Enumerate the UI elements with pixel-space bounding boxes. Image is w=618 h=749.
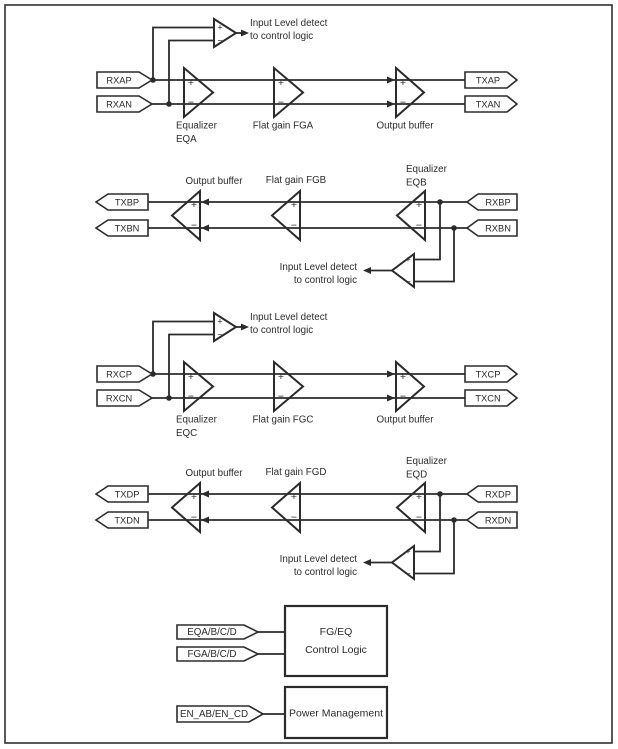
plus-sign: + [217,22,223,33]
detect-caption-line2: to control logic [250,325,314,336]
minus-sign: − [415,511,423,524]
equalizer-code-label: EQA [176,134,197,145]
plus-sign: + [190,491,198,503]
plus-sign: + [399,77,407,89]
plus-sign: + [415,199,423,211]
block-label-line2: Control Logic [305,644,367,656]
minus-sign: − [415,219,423,232]
junction-dot [437,491,443,497]
detect-caption-line1: Input Level detect [250,312,328,323]
output-buffer-label: Output buffer [376,414,434,426]
minus-sign: − [399,96,407,109]
equalizer-code-label: EQB [406,177,427,189]
equalizer-label: Equalizer [176,120,217,132]
output-buffer-label: Output buffer [376,120,434,132]
pin-label: TXAN [475,99,501,110]
pin-label: EN_AB/EN_CD [179,709,249,720]
detect-caption-line2: to control logic [293,567,357,578]
flat-gain-label: Flat gain FGD [265,467,327,478]
junction-dot [451,225,457,231]
plus-sign: + [405,546,411,557]
flat-gain-amp-symbol [274,68,303,117]
pin-label: FGA/B/C/D [187,649,237,660]
pin-label: RXDP [485,489,511,500]
pin-label: RXCN [105,393,133,404]
equalizer-code-label: EQD [406,469,428,481]
channel-d [96,456,517,579]
arrowhead-icon [201,517,209,524]
arrowhead-icon [201,225,209,232]
minus-sign: − [187,96,195,109]
channel-b [96,164,517,287]
plus-sign: + [217,316,223,327]
arrowhead-icon [201,199,209,206]
equalizer-amp-symbol [184,362,213,411]
flat-gain-label: Flat gain FGC [252,414,314,426]
plus-sign: + [290,199,298,211]
arrowhead-icon [241,324,249,331]
detect-tap-negative [169,335,214,399]
flat-gain-amp-symbol [274,362,303,411]
minus-sign: − [277,390,285,403]
minus-sign: − [187,390,195,403]
pin-label: RXBP [485,197,511,208]
junction-dot [166,101,172,107]
arrowhead-icon [387,371,395,378]
minus-sign: − [217,35,223,46]
plus-sign: + [399,371,407,383]
minus-sign: − [290,511,298,524]
pin-label: RXCP [106,369,132,380]
plus-sign: + [290,491,298,503]
pin-label: RXDN [484,515,512,526]
output-buffer-amp-symbol [396,362,424,411]
minus-sign: − [405,568,411,579]
block-label-line1: FG/EQ [319,626,353,638]
arrowhead-icon [201,491,209,498]
minus-sign: − [190,511,198,524]
plus-sign: + [415,491,423,503]
pin-label: TXBP [114,197,140,208]
arrowhead-icon [363,559,371,566]
plus-sign: + [277,77,285,89]
minus-sign: − [217,329,223,340]
pin-label: RXAP [106,75,132,86]
pin-label: TXBN [114,223,140,234]
detect-caption-line2: to control logic [293,275,357,286]
arrowhead-icon [387,77,395,84]
equalizer-label: Equalizer [176,414,217,426]
detect-caption-line1: Input Level detect [279,554,357,565]
minus-sign: − [290,219,298,232]
pin-label: TXCP [475,369,501,380]
channel-c [97,312,517,439]
arrowhead-icon [387,101,395,108]
plus-sign: + [405,254,411,265]
pin-label: TXDN [114,515,140,526]
arrowhead-icon [363,267,371,274]
level-detect-amp-symbol [392,546,414,579]
arrowhead-icon [241,30,249,37]
pin-label: EQA/B/C/D [187,627,237,638]
equalizer-amp-symbol [184,68,213,117]
plus-sign: + [277,371,285,383]
junction-dot [451,517,457,523]
arrowhead-icon [387,395,395,402]
detect-caption-line1: Input Level detect [250,18,328,29]
detect-caption-line2: to control logic [250,31,314,42]
equalizer-label: Equalizer [406,456,447,467]
junction-dot [166,395,172,401]
equalizer-label: Equalizer [406,164,447,175]
junction-dot [437,199,443,205]
pin-label: RXAN [106,99,132,110]
pin-label: TXAP [475,75,501,86]
block-label: Power Management [289,707,383,720]
fg-eq-control-logic-block [285,606,387,676]
pin-label: TXCN [475,393,501,404]
pin-label: RXBN [485,223,511,234]
flat-gain-label: Flat gain FGB [265,175,327,186]
level-detect-amp-symbol [392,254,414,287]
minus-sign: − [399,390,407,403]
detect-tap-negative [169,41,214,105]
minus-sign: − [405,276,411,287]
channel-a [97,18,517,145]
detect-caption-line1: Input Level detect [279,262,357,273]
output-buffer-label: Output buffer [185,176,243,187]
power-management-section [177,687,387,738]
minus-sign: − [190,219,198,232]
minus-sign: − [277,96,285,109]
plus-sign: + [190,199,198,211]
flat-gain-label: Flat gain FGA [252,120,314,132]
plus-sign: + [187,371,195,383]
pin-label: TXDP [114,489,140,500]
equalizer-code-label: EQC [176,428,198,439]
output-buffer-amp-symbol [396,68,424,117]
output-buffer-label: Output buffer [185,468,243,479]
control-logic-section [177,606,387,676]
plus-sign: + [187,77,195,89]
